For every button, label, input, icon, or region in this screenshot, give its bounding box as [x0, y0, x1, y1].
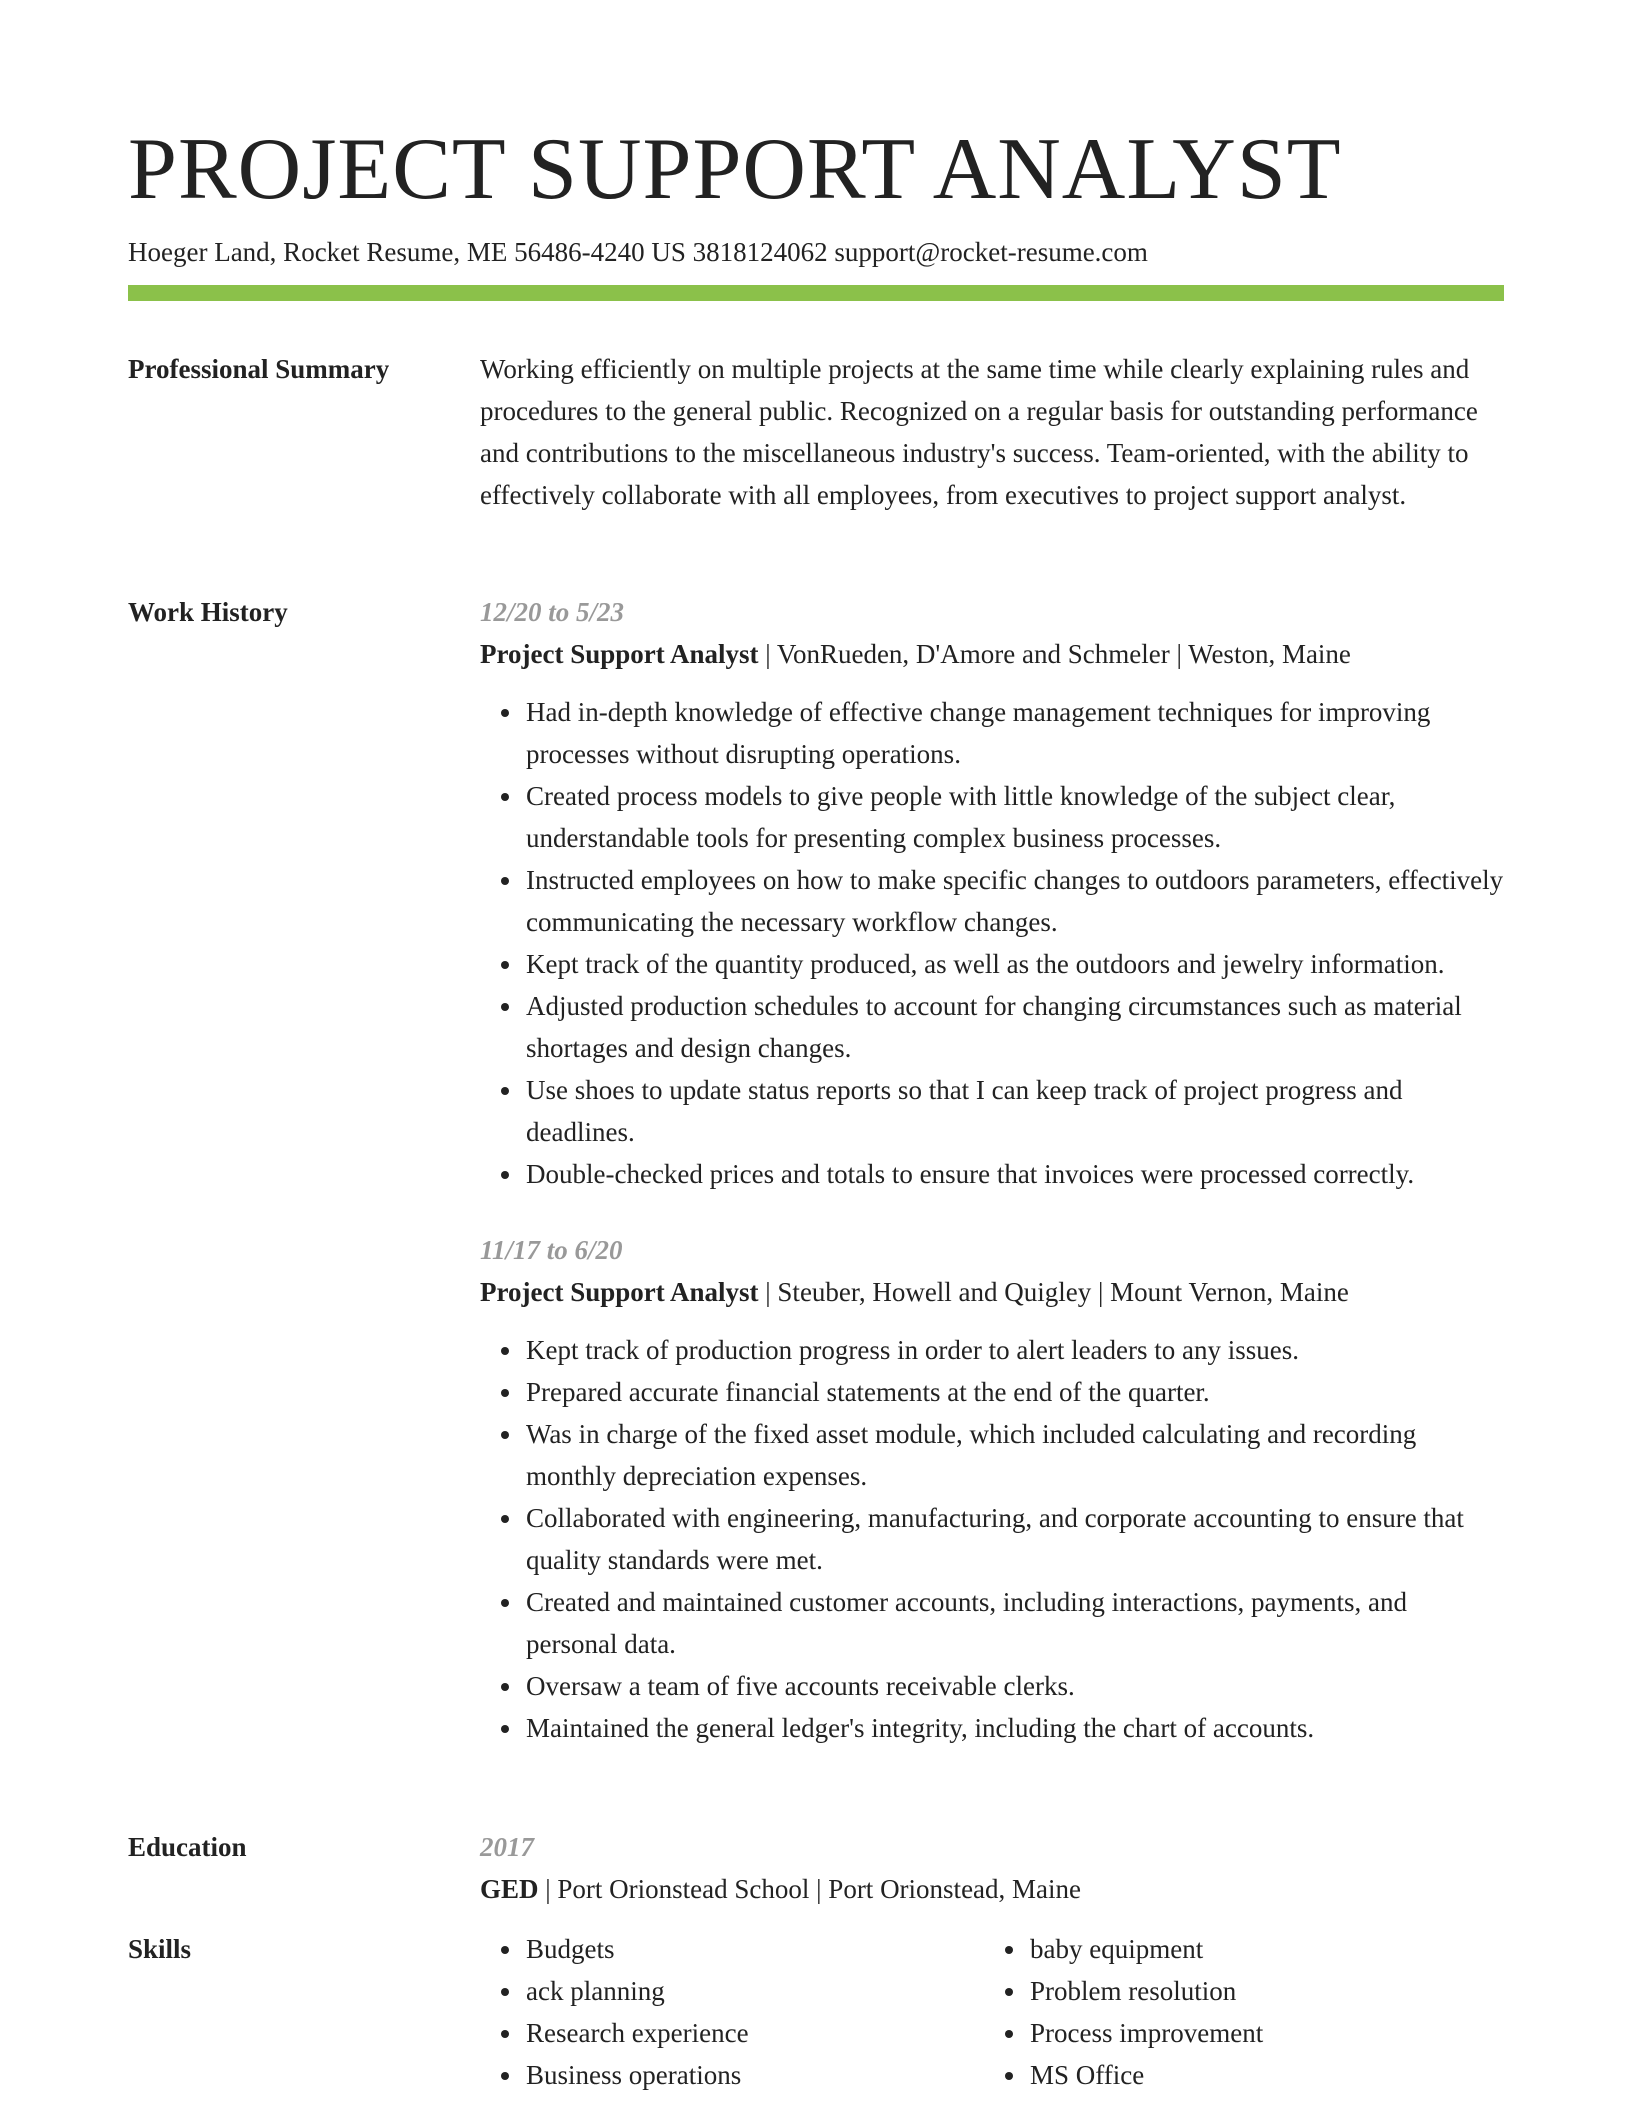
- job-entry: [480, 1229, 1504, 1749]
- skill-item: • Budgets: [524, 1928, 984, 1970]
- section-label-skills: Skills: [128, 1934, 192, 1964]
- job-bullet: • Created process models to give people with little knowledge of the subject clear, understandable tools for presenting complex business processes.: [524, 775, 1504, 859]
- job-bullet: • Oversaw a team of five accounts receivable clerks.: [524, 1665, 1504, 1707]
- section-label-summary: Professional Summary: [128, 354, 390, 384]
- section-label-education: Education: [128, 1832, 247, 1862]
- job-bullet: • Created and maintained customer accounts, including interactions, payments, and personal data.: [524, 1581, 1504, 1665]
- skill-item: • baby equipment: [1028, 1928, 1488, 1970]
- job-role: [480, 633, 1504, 675]
- summary-content: [480, 348, 1504, 516]
- skill-item: • Process improvement: [1028, 2012, 1488, 2054]
- work-content: [480, 591, 1504, 1749]
- skill-item: • Research experience: [524, 2012, 984, 2054]
- job-bullet: • Use shoes to update status reports so that I can keep track of project progress and deadlines.: [524, 1069, 1504, 1153]
- job-details: | VonRueden, D'Amore and Schmeler | Weston, Maine: [758, 639, 1351, 669]
- job-bullets: [480, 691, 1504, 1195]
- job-title: Project Support Analyst: [480, 1277, 759, 1307]
- job-bullets: [480, 1329, 1504, 1749]
- job-title: Project Support Analyst: [480, 639, 759, 669]
- skill-item: • Business operations: [524, 2054, 984, 2096]
- education-details: | Port Orionstead School | Port Orionstead, Maine: [538, 1874, 1082, 1904]
- skill-item: • ack planning: [524, 1970, 984, 2012]
- accent-divider: [128, 285, 1504, 301]
- section-label-work: Work History: [128, 597, 288, 627]
- education-degree: GED: [480, 1874, 539, 1904]
- skills-content: [480, 1928, 1504, 2096]
- resume-header: [128, 118, 1504, 270]
- resume-name: PROJECT SUPPORT ANALYST: [128, 121, 1342, 218]
- skill-item: • Problem resolution: [1028, 1970, 1488, 2012]
- job-dates: 12/20 to 5/23: [480, 597, 625, 627]
- skills-list-right: [984, 1928, 1488, 2096]
- job-bullet: • Adjusted production schedules to account for changing circumstances such as material shortages and design changes.: [524, 985, 1504, 1069]
- job-bullet: • Double-checked prices and totals to ensure that invoices were processed correctly.: [524, 1153, 1504, 1195]
- job-role: [480, 1271, 1504, 1313]
- education-content: [480, 1826, 1504, 1910]
- job-bullet: • Maintained the general ledger's integrity, including the chart of accounts.: [524, 1707, 1504, 1749]
- education-year: 2017: [480, 1832, 534, 1862]
- job-bullet: • Collaborated with engineering, manufacturing, and corporate accounting to ensure that quality standards were met.: [524, 1497, 1504, 1581]
- job-bullet: • Kept track of production progress in order to alert leaders to any issues.: [524, 1329, 1504, 1371]
- contact-line: Hoeger Land, Rocket Resume, ME 56486-4240 US 3818124062 support@rocket-resume.com: [128, 237, 1148, 267]
- job-bullet: • Was in charge of the fixed asset module, which included calculating and recording monthly depreciation expenses.: [524, 1413, 1504, 1497]
- job-bullet: • Kept track of the quantity produced, as well as the outdoors and jewelry information.: [524, 943, 1504, 985]
- job-entry: [480, 591, 1504, 1195]
- skill-item: • MS Office: [1028, 2054, 1488, 2096]
- job-bullet: • Prepared accurate financial statements at the end of the quarter.: [524, 1371, 1504, 1413]
- job-details: | Steuber, Howell and Quigley | Mount Vernon, Maine: [758, 1277, 1349, 1307]
- job-bullet: • Instructed employees on how to make specific changes to outdoors parameters, effectively communicating the necessary workflow changes.: [524, 859, 1504, 943]
- education-entry: [480, 1868, 1504, 1910]
- skills-list-left: [480, 1928, 984, 2096]
- job-dates: 11/17 to 6/20: [480, 1235, 623, 1265]
- summary-text: Working efficiently on multiple projects at the same time while clearly explaining rules and procedures to the general public. Recognized on a regular basis for outstanding performance and contributions to the miscellaneous industry's success. Team-oriented, with the ability to effectively collaborate with all employees, from executives to project support analyst.: [480, 354, 1478, 510]
- skills-columns: [480, 1928, 1504, 2096]
- job-bullet: • Had in-depth knowledge of effective change management techniques for improving processes without disrupting operations.: [524, 691, 1504, 775]
